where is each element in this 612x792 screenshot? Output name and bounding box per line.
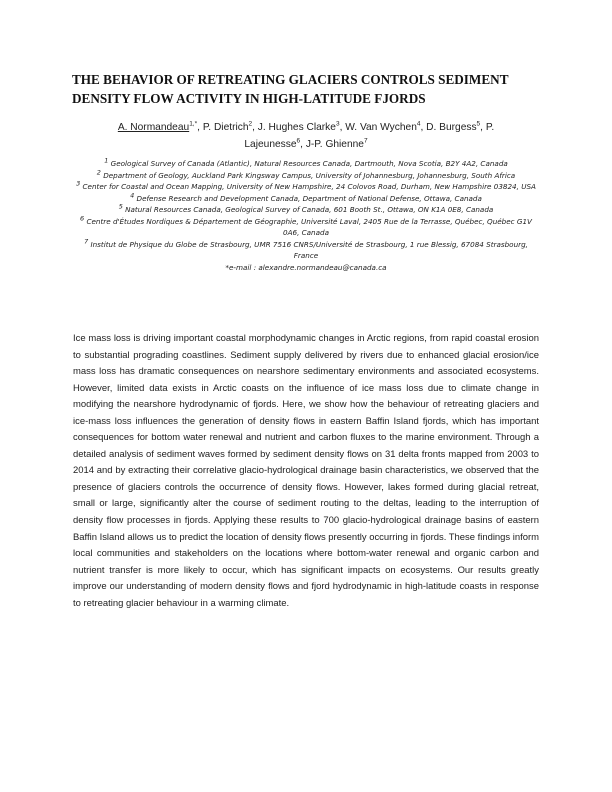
affiliation-number: 3	[76, 179, 81, 188]
affiliation-item	[74, 181, 538, 193]
corresponding-email: *e-mail : alexandre.normandeau@canada.ca	[225, 262, 387, 272]
author-affiliation-marker: 7	[363, 137, 368, 145]
author-name: P. Lajeunesse	[244, 122, 495, 150]
affiliation-item	[74, 239, 538, 262]
affiliation-number: 7	[84, 237, 89, 246]
author-affiliation-marker: 1,*	[189, 120, 198, 128]
author-name: P. Dietrich	[202, 122, 249, 133]
author-affiliation-marker: 6	[296, 137, 301, 145]
author-name: W. Van Wychen	[345, 122, 417, 133]
affiliation-item	[74, 204, 538, 216]
author-name: D. Burgess	[426, 122, 477, 133]
affiliation-text: Geological Survey of Canada (Atlantic), Natural Resources Canada, Dartmouth, Nova Scotia, B2Y 4A2, Canada	[110, 159, 508, 168]
author-affiliation-marker: 5	[476, 120, 481, 128]
author-name: J-P. Ghienne	[305, 139, 364, 150]
affiliation-number: 1	[104, 156, 109, 165]
affiliation-number: 6	[80, 214, 85, 223]
author-name: A. Normandeau	[117, 122, 190, 133]
author-affiliation-marker: 2	[248, 120, 253, 128]
affiliation-item	[74, 170, 538, 182]
affiliation-list	[74, 158, 538, 273]
author-name: J. Hughes Clarke	[257, 122, 336, 133]
abstract-text: Ice mass loss is driving important coastal morphodynamic changes in Arctic regions, from rapid coastal erosion to substantial prograding coastlines. Sediment supply delivered by rivers due to enhanced glacial erosion/ice mass loss has dramatic consequences on nearshore sedimentary environments and associated ecosystems. However, limited data exists in Arctic coasts on the influence of ice mass loss due to climate change in modifying the nearshore hydrodynamic of fjords. Here, we show how the behaviour of retreating glaciers and ice-mass loss influences the generation of density flows in eastern Baffin Island fjords, which has important consequences for bottom water renewal and nutrient and carbon fluxes to the marine environment. Through a detailed analysis of sediment waves formed by sediment density flows on 31 delta fronts mapped from 2003 to 2014 and by extracting their correlative glacio-hydrological drainage basin characteristics, we observed that the presence of glaciers controls the occurrence of density flows. However, lakes formed during glacial retreat, small or large, significantly alter the course of sediment routing to the deltas, leading to the interruption of density flow processes in fjords. Applying these results to 700 glacio-hydrological drainage basins of eastern Baffin Island allows us to predict the location of density flows presently occurring in fjords. These findings inform local communities and stakeholders on the locations where bottom-water renewal and organic carbon and nutrient transfer is more likely to occur, which has significant impacts on ecosystems. Our results greatly improve our understanding of modern density flows and fjord hydrodynamic in high-latitude coasts in response to retreating glacier behaviour in a warming climate.	[73, 333, 539, 609]
affiliation-text: Defense Research and Development Canada, Department of National Defense, Ottawa, Canada	[136, 193, 482, 203]
affiliation-item	[74, 216, 538, 239]
affiliation-text: Institut de Physique du Globe de Strasbourg, UMR 7516 CNRS/Université de Strasbourg, 1 rue Blessig, 67084 Strasbourg, France	[90, 239, 528, 260]
author-affiliation-marker: 4	[416, 120, 421, 128]
affiliation-text: Natural Resources Canada, Geological Survey of Canada, 601 Booth St., Ottawa, ON K1A 0E8, Canada	[125, 205, 494, 214]
affiliation-text: Center for Coastal and Ocean Mapping, University of New Hampshire, 24 Colovos Road, Durham, New Hampshire 03824, USA	[82, 182, 536, 191]
affiliation-number: 2	[96, 168, 101, 177]
affiliation-item	[74, 193, 538, 205]
author-affiliation-marker: 3	[335, 120, 340, 128]
paper-title: THE BEHAVIOR OF RETREATING GLACIERS CONTROLS SEDIMENT DENSITY FLOW ACTIVITY IN HIGH-LATITUDE FJORDS	[72, 72, 509, 106]
author-list: A. Normandeau$^{1,*}$, P. Dietrich$^2$, J. Hughes Clarke$^3$, W. Van Wychen$^4$, D. Burgess$^5$, P. Lajeunesse$^6$, J-P. Ghienne$^7$	[117, 120, 495, 150]
affiliation-item	[74, 158, 538, 170]
affiliation-text: Department of Geology, Auckland Park Kingsway Campus, University of Johannesburg, Johannesburg, South Africa	[103, 170, 516, 180]
affiliation-number: 4	[130, 191, 135, 200]
affiliation-text: Centre d'Études Nordiques & Département de Géographie, Université Laval, 2405 Rue de la Terrasse, Québec, Québec G1V 0A6, Canada	[86, 216, 532, 237]
affiliation-number: 5	[118, 202, 123, 211]
